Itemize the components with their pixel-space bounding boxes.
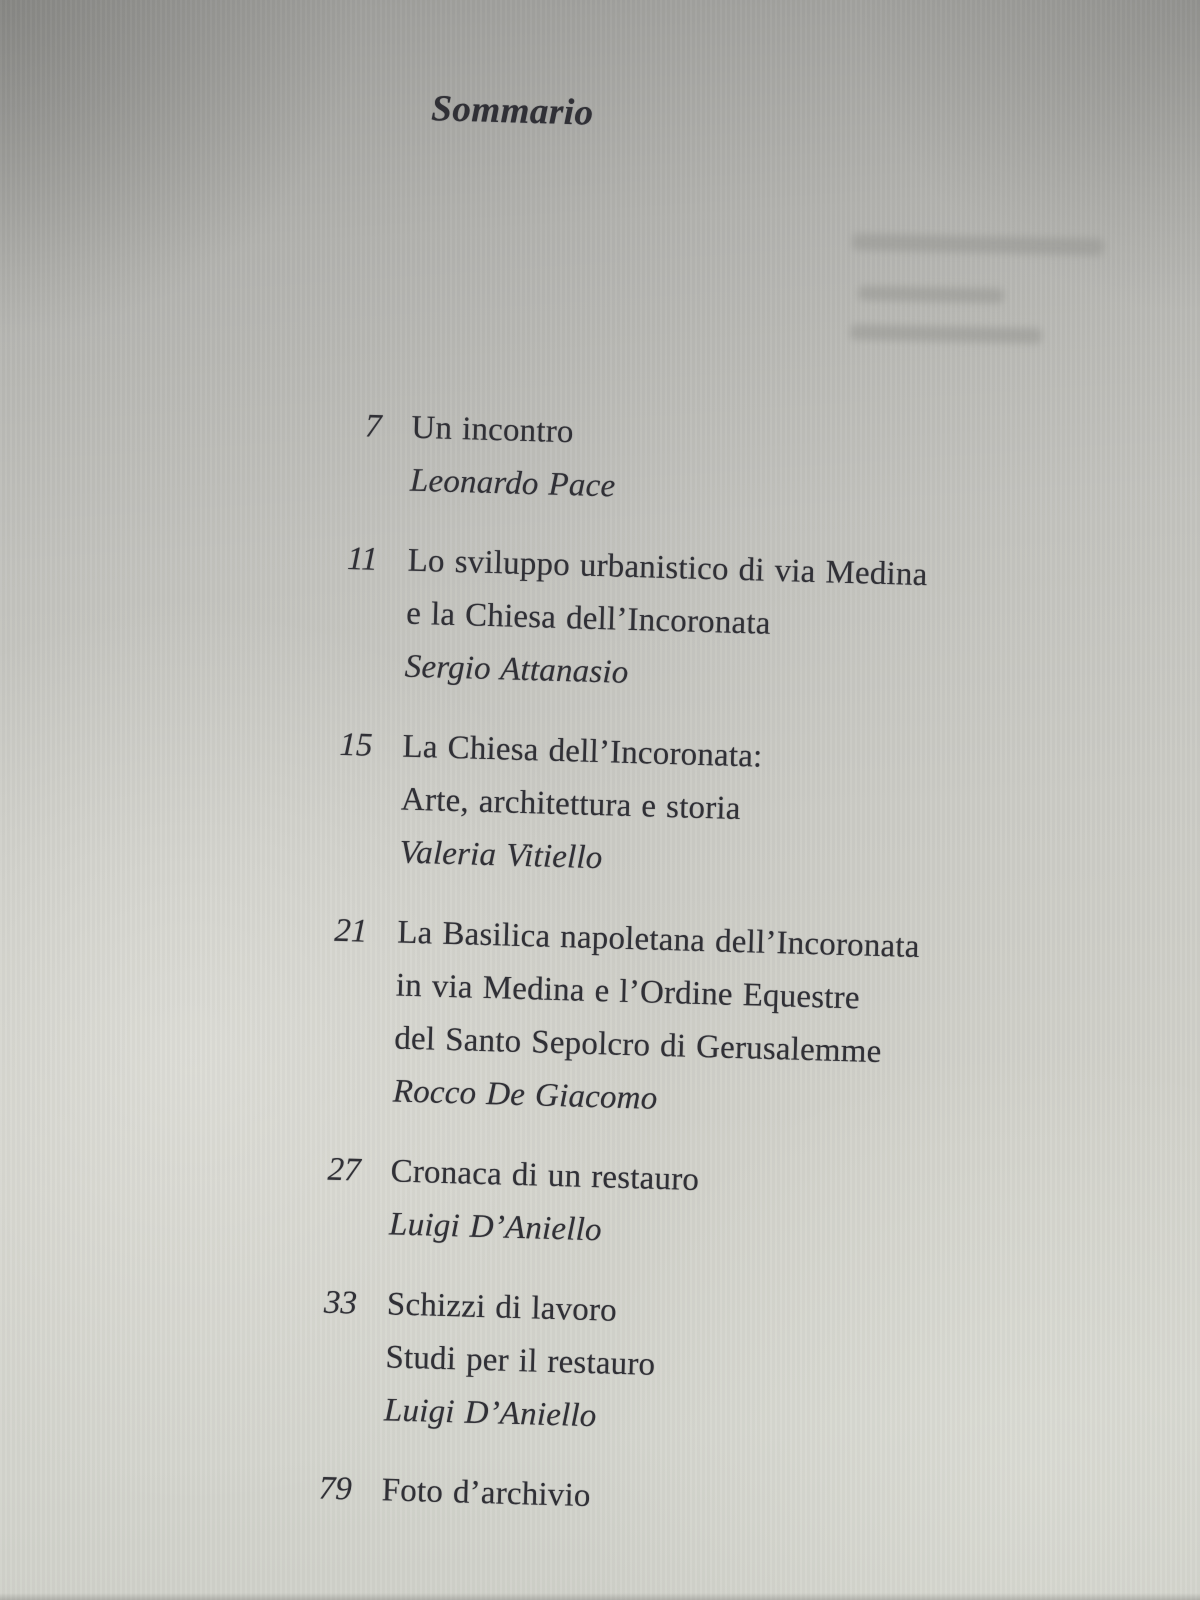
toc-entry-title-line: Schizzi di lavoro — [386, 1286, 618, 1329]
toc-entry-author: Luigi D’Aniello — [383, 1392, 598, 1435]
toc-entry-body — [383, 1278, 657, 1444]
toc-entry-author: Leonardo Pace — [409, 462, 616, 505]
toc-entry-author: Valeria Vitiello — [399, 834, 603, 877]
toc-list — [315, 400, 1086, 1536]
toc-entry-author: Rocco De Giacomo — [392, 1073, 658, 1117]
toc-entry-title-line: Arte, architettura e storia — [400, 781, 742, 828]
toc-entry-number: 33 — [323, 1284, 358, 1322]
toc-entry-body — [404, 535, 928, 708]
toc-entry — [333, 719, 1077, 899]
toc-entry — [326, 905, 1072, 1138]
toc-entry — [315, 1462, 1056, 1536]
toc-entry-title-line: Foto d’archivio — [381, 1472, 592, 1515]
toc-entry-title-line: Studi per il restauro — [384, 1339, 656, 1383]
toc-entry-number: 79 — [318, 1470, 353, 1508]
toc-entry — [322, 1144, 1065, 1271]
toc-entry — [317, 1277, 1061, 1457]
toc-entry-number: 15 — [339, 726, 374, 764]
toc-entry-number: 11 — [346, 540, 379, 578]
toc-entry-author: Luigi D’Aniello — [388, 1206, 603, 1249]
toc-entry-number: 27 — [327, 1151, 362, 1189]
toc-entry-number: 21 — [333, 912, 368, 950]
toc-page — [314, 85, 1094, 1563]
toc-entry-body — [381, 1464, 591, 1523]
toc-entry-title-line: La Chiesa dell’Incoronata: — [402, 728, 763, 775]
toc-entry-number: 7 — [364, 408, 382, 445]
toc-entry — [343, 400, 1086, 527]
toc-entry-title-line: del Santo Sepolcro di Gerusalemme — [393, 1020, 883, 1071]
toc-entry-title-line: Un incontro — [410, 409, 575, 451]
toc-entry — [338, 533, 1082, 713]
toc-entry-body — [399, 721, 763, 890]
toc-entry-title-line: La Basilica napoletana dell’Incoronata — [396, 914, 921, 966]
toc-entry-title-line: e la Chiesa dell’Incoronata — [405, 595, 772, 642]
page-title: Sommario — [430, 88, 595, 134]
toc-entry-body — [409, 402, 617, 514]
toc-entry-title-line: Lo sviluppo urbanistico di via Medina — [407, 542, 928, 594]
toc-entry-body — [392, 907, 920, 1134]
toc-entry-body — [388, 1145, 699, 1260]
toc-entry-author: Sergio Attanasio — [404, 648, 629, 691]
toc-entry-title-line: in via Medina e l’Ordine Equestre — [395, 967, 861, 1017]
toc-entry-title-line: Cronaca di un restauro — [390, 1153, 700, 1199]
